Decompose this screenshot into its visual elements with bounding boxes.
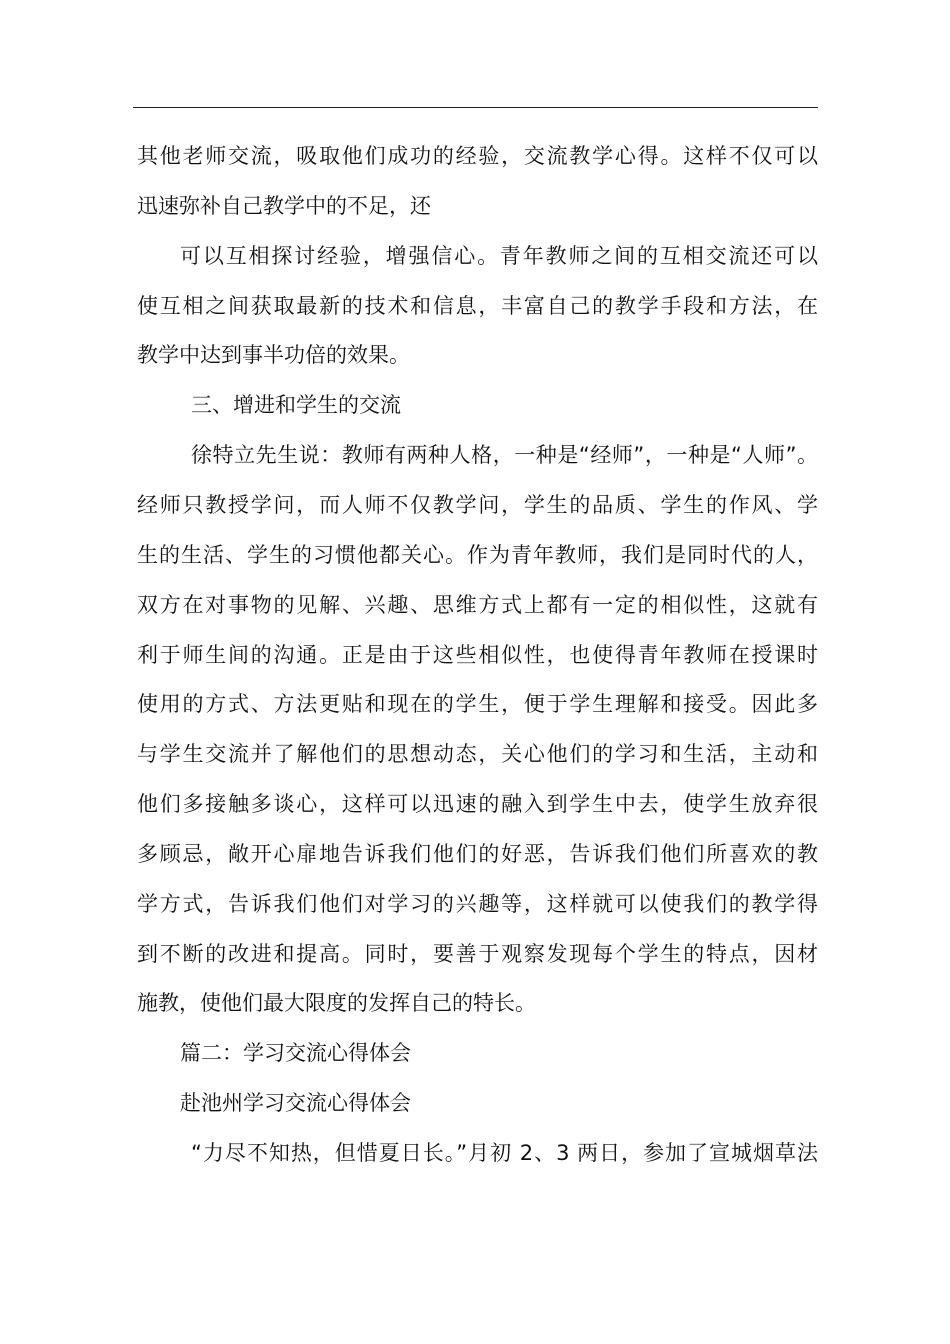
- section-heading: 三、增进和学生的交流: [191, 393, 401, 417]
- body-text-line: 使用的方式、方法更贴和现在的学生，便于学生理解和接受。因此多: [137, 692, 818, 716]
- header-rule: [133, 107, 818, 108]
- body-text-line: 施教，使他们最大限度的发挥自己的特长。: [137, 991, 536, 1015]
- body-text-line: 教学中达到事半功倍的效果。: [137, 343, 410, 367]
- body-text-line: 利于师生间的沟通。正是由于这些相似性，也使得青年教师在授课时: [137, 643, 818, 667]
- body-text-line: 他们多接触多谈心，这样可以迅速的融入到学生中去，使学生放弃很: [137, 792, 818, 816]
- body-text-line: 经师只教授学问，而人师不仅教学问，学生的品质、学生的作风、学: [137, 493, 818, 517]
- body-text-line: 可以互相探讨经验，增强信心。青年教师之间的互相交流还可以: [180, 244, 818, 268]
- body-text-line: 与学生交流并了解他们的思想动态，关心他们的学习和生活，主动和: [137, 742, 818, 766]
- body-text-line: 学方式，告诉我们他们对学习的兴趣等，这样就可以使我们的教学得: [137, 892, 818, 916]
- body-text-line: 徐特立先生说：教师有两种人格，一种是“经师”，一种是“人师”。: [191, 443, 818, 467]
- body-text-line: 使互相之间获取最新的技术和信息，丰富自己的教学手段和方法，在: [137, 294, 818, 318]
- body-text-line: 生的生活、学生的习惯他都关心。作为青年教师，我们是同时代的人，: [137, 543, 818, 567]
- article-title: 赴池州学习交流心得体会: [180, 1091, 411, 1115]
- body-text-line: 多顾忌，敞开心扉地告诉我们他们的好恶，告诉我们他们所喜欢的教: [137, 842, 818, 866]
- body-text-line: 迅速弥补自己教学中的不足，还: [137, 194, 431, 218]
- body-text-line: 双方在对事物的见解、兴趣、思维方式上都有一定的相似性，这就有: [137, 593, 818, 617]
- body-text-line: 到不断的改进和提高。同时，要善于观察发现每个学生的特点，因材: [137, 942, 818, 966]
- body-text-line: “力尽不知热，但惜夏日长。”月初 2、3 两日，参加了宣城烟草法: [191, 1141, 818, 1165]
- body-text-line: 其他老师交流，吸取他们成功的经验，交流教学心得。这样不仅可以: [137, 144, 818, 168]
- section-heading: 篇二：学习交流心得体会: [180, 1041, 411, 1065]
